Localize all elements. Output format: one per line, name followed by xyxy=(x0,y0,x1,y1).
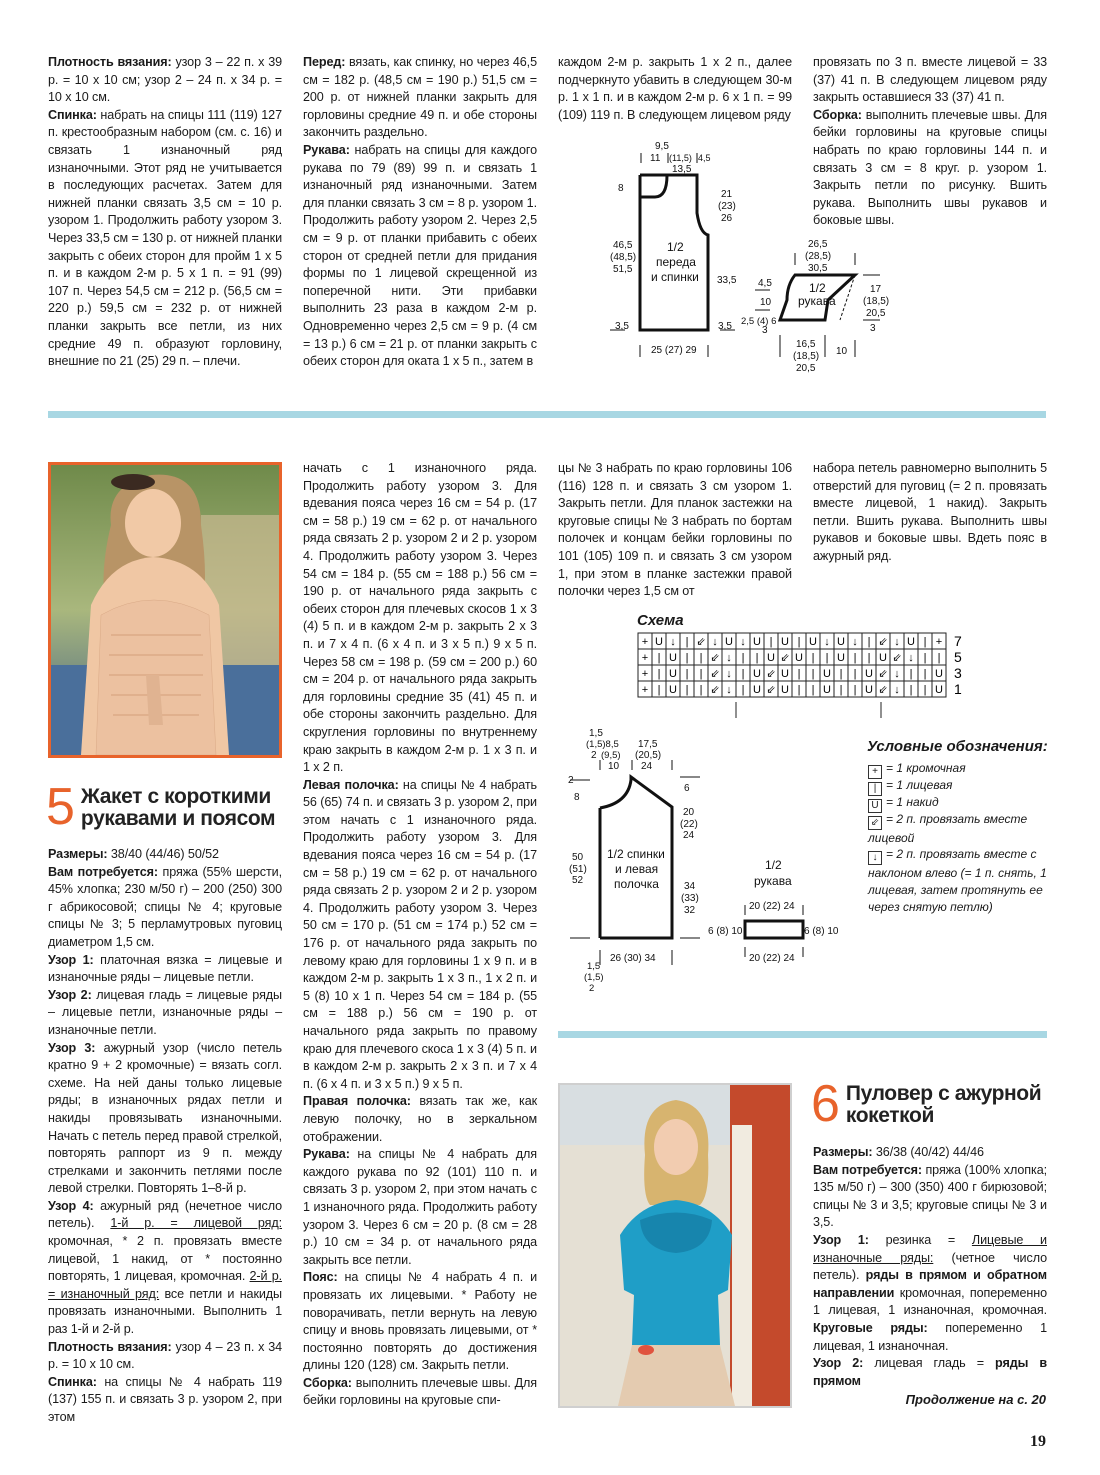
dim-label: 13,5 xyxy=(672,164,692,175)
dim-label: 10 xyxy=(608,761,620,772)
chart-symbol: U xyxy=(837,652,845,664)
chart-symbol: U xyxy=(781,668,789,680)
dim-label: 3,5 xyxy=(718,321,732,332)
paragraph: Размеры: 38/40 (44/46) 50/52 xyxy=(48,847,219,861)
chart-symbol: ⇙ xyxy=(780,652,790,664)
dim-label: 25 (27) 29 xyxy=(651,345,697,356)
paragraph: Плотность вязания: узор 4 – 23 п. х 34 р. = 10 х 10 см. xyxy=(48,1339,282,1372)
chart-symbol: U xyxy=(753,636,761,648)
chart-symbol: | xyxy=(699,684,703,696)
chart-symbol: | xyxy=(797,668,801,680)
chart-symbol: | xyxy=(909,668,913,680)
paragraph: Вам потребуется: пряжа (55% шерсти, 45% хлопка; 230 м/50 г) – 200 (250) 300 г абрикосовой; спицы № 4; круговые спицы № 3; 5 перламутровых пуговиц диаметром 1,5 см. xyxy=(48,864,282,949)
chart-symbol: ↓ xyxy=(712,636,718,648)
chart-symbol: | xyxy=(699,668,703,680)
legend-symbol: ⇙ xyxy=(868,816,882,830)
dim-label: 4,5 xyxy=(758,278,772,289)
part-label: и спинки xyxy=(651,270,699,284)
sec5-col-3 xyxy=(558,460,792,601)
legend-text: = 2 п. провязать вместе лицевой xyxy=(868,812,1028,845)
sec5-col4-text: набора петель равномерно выполнить 5 отверстий для пуговиц (= 2 п. провязать вместе лицевой, 1 накид). Закрыть петли. Вшить рукава. Выполнить швы рукавов и боковые швы. Вдеть пояс в ажурный ряд. xyxy=(813,461,1047,563)
dim-label: 6 (8) 10 xyxy=(708,926,743,937)
dim-label: (28,5) xyxy=(805,251,832,262)
legend-item xyxy=(868,811,1048,847)
chart-symbol: ⇙ xyxy=(878,636,888,648)
chart-symbol: | xyxy=(867,652,871,664)
paragraph: Узор 3: ажурный узор (число петель кратно 9 + 2 кромочные) = вязать согл. схеме. На ней даны только лицевые ряды; в изнаночных рядах петли и накиды провязывать изнаночными. Начать с петель перед правой стрелкой, повторять раппорт из 9 п. между стрелками и закончить петлями после левой стрелки. Повторять 1–8-й р. xyxy=(48,1040,282,1196)
chart-symbol: ↓ xyxy=(670,636,676,648)
dim-label: 6 (8) 10 xyxy=(804,926,839,937)
chart-symbol: | xyxy=(755,652,759,664)
row-number: 5 xyxy=(954,649,962,665)
chart-symbol: U xyxy=(935,684,943,696)
dim-label: 30,5 xyxy=(808,263,828,274)
section-number: 5 xyxy=(46,778,75,836)
dim-label: 17 xyxy=(870,284,882,295)
chart-symbol: | xyxy=(811,684,815,696)
part-label: переда xyxy=(656,255,696,269)
chart-symbol: U xyxy=(669,684,677,696)
dim-label: 21 xyxy=(721,189,733,200)
chart-symbol: ↓ xyxy=(908,652,914,664)
chart-symbol: | xyxy=(741,652,745,664)
chart-symbol: | xyxy=(769,636,773,648)
dim-label: 6 xyxy=(684,783,690,794)
chart-symbol: ↓ xyxy=(824,636,830,648)
dim-label: (11,5) xyxy=(669,153,692,163)
chart-symbol: ⇙ xyxy=(892,652,902,664)
sec5-col3-text: цы № 3 набрать по краю горловины 106 (116) 128 п. и связать 3 см узором 1. Закрыть петли. Для планок застежки на круговые спицы № 3 набрать по бортам полочек и концам бейки горловины по 101 (105) 109 п. и связать 3 см узором 1, при этом в планке застежки правой полочки через 1,5 см от xyxy=(558,461,792,599)
dim-label: 20 (22) 24 xyxy=(749,901,795,912)
legend-item xyxy=(868,846,1048,916)
chart-symbol: ↓ xyxy=(894,636,900,648)
chart-symbol: ↓ xyxy=(852,636,858,648)
chart-symbol: | xyxy=(741,684,745,696)
dim-label: 24 xyxy=(683,830,695,841)
dim-label: 32 xyxy=(684,905,696,916)
dim-label: 20,5 xyxy=(866,308,886,319)
paragraph: Пояс: на спицы № 4 набрать 4 п. и провязать их лицевыми. * Работу не поворачивать, петли вернуть на левую спицу и вновь провязать лицевыми, от * постоянно повторять до достижения длины 120 (128) см. Закрыть петли. xyxy=(303,1270,537,1373)
paragraph: Рукава: на спицы № 4 набрать для каждого рукава по 92 (101) 110 п. и связать 3 р. узором 2, при этом начать с 1 изнаночного ряда. Продолжить работу узором 3. Через 6 см = 20 р. (8 см = 28 р.) 10 см = 34 р. от начального ряда закрыть все петли. xyxy=(303,1147,537,1267)
dim-label: 26 (30) 34 xyxy=(610,953,656,964)
dim-label: (22) xyxy=(680,819,698,830)
top-col-1 xyxy=(48,54,282,371)
dim-label: 33,5 xyxy=(717,275,737,286)
dim-label: (48,5) xyxy=(610,252,637,263)
legend-symbol: U xyxy=(868,799,882,813)
part-label: рукава xyxy=(754,874,792,888)
dim-label: 52 xyxy=(572,875,584,886)
chart-symbol: | xyxy=(825,652,829,664)
chart-symbol: U xyxy=(865,668,873,680)
chart-symbol: | xyxy=(811,668,815,680)
part-label: и левая xyxy=(615,862,659,876)
chart-symbol: ⇙ xyxy=(710,684,720,696)
section-title: Жакет с короткими рукавами и поясом xyxy=(80,785,276,830)
chart-symbol: | xyxy=(741,668,745,680)
page-number: 19 xyxy=(1030,1433,1046,1450)
stitch-chart xyxy=(636,632,981,722)
paragraph: Вам потребуется: пряжа (100% хлопка; 135 м/50 г) – 300 (350) 400 г бирюзовой; спицы № 3 и 3,5; круговые спицы № 3 и 3,5. xyxy=(813,1162,1048,1230)
dim-label: 11 xyxy=(650,153,661,164)
chart-symbol: | xyxy=(923,652,927,664)
paragraph: Перед: вязать, как спинку, но через 46,5 см = 182 р. (48,5 см = 190 р.) 51,5 см = 200 р. от нижней планки закрыть для горловины средние 49 п. и обе стороны закончить раздельно. xyxy=(303,55,537,140)
paragraph: Узор 4: ажурный ряд (нечетное число петель). 1-й р. = лицевой ряд: кромочная, * 2 п. провязать вместе лицевой, 1 накид, от * постоянно повторять, 1 лицевая, кромочная. 2-й р. = изнаночный ряд: все петли и накиды провязать изнаночными. Выполнить 1 раз 1-й и 2-й р. xyxy=(48,1198,282,1337)
dim-label: 3,5 xyxy=(615,321,629,332)
row-number: 1 xyxy=(954,681,962,697)
dim-label: 51,5 xyxy=(613,264,633,275)
section-divider xyxy=(558,1031,1047,1038)
chart-symbol: U xyxy=(753,684,761,696)
legend-symbol: + xyxy=(868,765,882,779)
chart-symbol: | xyxy=(685,652,689,664)
dim-label: 16,5 xyxy=(796,339,816,350)
top-col-2 xyxy=(303,54,537,371)
part-label: 1/2 xyxy=(667,240,684,254)
paragraph: Узор 2: лицевая гладь = лицевые ряды – лицевые петли, изнаночные ряды – изнаночные петли. xyxy=(48,987,282,1037)
section-6-heading xyxy=(811,1075,1042,1133)
chart-symbol: | xyxy=(923,684,927,696)
chart-symbol: + xyxy=(641,684,649,696)
paragraph: Рукава: набрать на спицы для каждого рукава по 79 (89) 99 п. и связать 1 изнаночный ряд изнаночными. Затем для планки связать 3 см = 8 р. узором 1. Продолжить работу узором 2. Через 2,5 см = 9 р. от планки прибавить с обеих сторон от средней петли для придания формы по 1 лицевой скрещенной из поперечной нити. Эти прибавки выполнить 23 раза в каждом 2-м р. Одновременно через 2,5 см = 9 р. (4 см = 13 р.) 6 см = 21 р. от планки закрыть с обеих сторон для оката 1 х 5 п., затем в xyxy=(303,142,537,369)
chart-symbol: U xyxy=(837,636,845,648)
chart-symbol: ⇙ xyxy=(710,652,720,664)
legend-text: = 2 п. провязать вместе с наклоном влево (= 1 п. снять, 1 лицевая, затем протянуть ее через снятую петлю) xyxy=(868,847,1047,914)
dim-label: 1,5 xyxy=(589,728,603,739)
legend-text: = 1 накид xyxy=(886,795,939,809)
dim-label: (51) xyxy=(569,864,587,875)
chart-symbol: ↓ xyxy=(740,636,746,648)
chart-symbol: U xyxy=(865,684,873,696)
legend-text: = 1 кромочная xyxy=(886,761,966,775)
chart-symbol: | xyxy=(685,684,689,696)
top-col-3 xyxy=(558,54,792,124)
dim-label: (1,5) xyxy=(584,972,604,983)
chart-symbol: U xyxy=(907,636,915,648)
chart-symbol: | xyxy=(685,636,689,648)
chart-symbol: | xyxy=(699,652,703,664)
chart-symbol: ⇙ xyxy=(766,668,776,680)
legend-text: = 1 лицевая xyxy=(886,778,953,792)
chart-symbol: U xyxy=(879,652,887,664)
paragraph: начать с 1 изнаночного ряда. Продолжить работу узором 3. Для вдевания пояса через 16 см = 54 р. (17 см = 58 р.) 19 см = 62 р. от начального ряда связать 2 р. узором 2 и 2 р. узором 4. Продолжить работу узором 3. Через 54 см = 184 р. (55 см = 188 р.) 56 см = 190 р. от начального ряда закрыть с обеих сторон для плечевых скосов 1 х 3 (4) 5 п. и в каждом 2-м р. закрыть 2 х 3 п. и 7 х 4 п. (6 х 4 п. и 3 х 5 п.) 9 х 5 п. Через 58 см = 198 р. (59 см = 200 р.) 60 см = 204 р. от начального ряда закрыть для горловины средние 35 (41) 45 п. и обе стороны закончить раздельно. Для скругления горловины по внутреннему краю закрыть в каждом 2-м р. 1 х 3 п. и 1 х 2 п. xyxy=(303,461,537,775)
paragraph: Сборка: выполнить плечевые швы. Для бейки горловины на круговые спи- xyxy=(303,1375,537,1408)
paragraph: Узор 1: платочная вязка = лицевые и изнаночные ряды – лицевые петли. xyxy=(48,952,283,985)
pullover-pattern-diagram xyxy=(555,135,900,375)
paragraph: Плотность вязания: узор 3 – 22 п. х 39 р. = 10 х 10 см; узор 2 – 24 п. х 34 р. = 10 х 10 см. xyxy=(48,55,282,105)
chart-symbol: | xyxy=(867,636,871,648)
dim-label: 46,5 xyxy=(613,240,633,251)
schema-title: Схема xyxy=(637,612,684,629)
chart-symbol: ↓ xyxy=(894,668,900,680)
chart-symbol: + xyxy=(641,636,649,648)
part-label: 1/2 спинки xyxy=(607,847,665,861)
chart-symbol: | xyxy=(811,652,815,664)
dim-label: 10 xyxy=(760,297,772,308)
dim-label: 2 xyxy=(589,983,595,994)
chart-symbol: | xyxy=(657,652,661,664)
chart-symbol: | xyxy=(853,668,857,680)
chart-symbol: | xyxy=(853,652,857,664)
chart-symbol: U xyxy=(669,652,677,664)
chart-symbol: | xyxy=(839,684,843,696)
section-divider xyxy=(48,411,1046,418)
section-title: Пуловер с ажурной кокеткой xyxy=(845,1082,1042,1127)
chart-symbol: ⇙ xyxy=(878,684,888,696)
chart-symbol: | xyxy=(657,668,661,680)
dim-label: 1,5 xyxy=(587,961,601,972)
paragraph: каждом 2-м р. закрыть 1 х 2 п., далее подчеркнуто убавить в следующем 30-м р. 1 х 1 п. и в каждом 2-м р. 6 х 1 п. = 99 (109) 119 п. В следующем лицевом ряду xyxy=(558,55,792,122)
paragraph: Сборка: выполнить плечевые швы. Для бейки горловины на круговые спицы набрать по краю горловины 144 п. и связать 3 см = 8 круг. р. узором 1. Закрыть петли по рисунку. Вшить рукава. Выполнить швы рукавов и боковые швы. xyxy=(813,107,1047,228)
dim-label: 8 xyxy=(574,792,580,803)
section-number: 6 xyxy=(811,1075,840,1133)
legend-symbol: ↓ xyxy=(868,851,882,865)
chart-symbol: U xyxy=(823,668,831,680)
chart-symbol: | xyxy=(839,668,843,680)
chart-symbol: ↓ xyxy=(726,684,732,696)
chart-symbol: U xyxy=(935,668,943,680)
chart-symbol: + xyxy=(641,652,649,664)
paragraph: Левая полочка: на спицы № 4 набрать 56 (65) 74 п. и связать 3 р. узором 2, при этом начать с 1 изнаночного ряда. Продолжить работу узором 3. Для вдевания пояса через 16 см = 54 р. (17 см = 58 р.) 19 см = 62 р. от начального ряда связать 2 р. узором 2 и 2 р. узором 4. Продолжить работу узором 3. Через 50 см = 170 р. (51 см = 174 р.) 52 см = 176 р. от начального ряда закрыть по левому краю для горловины 1 х 9 п. и в каждом 2-м р. закрыть 1 х 3 п., 1 х 2 п. и 5 (8) 10 х 1 п. Через 54 см = 184 р. (55 см = 188 р.) 56 см = 190 р. от начального ряда закрыть по правому краю для плечевого скоса 1 х 3 (4) 5 п. и в каждом 2-м р. закрыть 2 х 3 п. и 7 х 4 п. (6 х 4 п. и 3 х 5 п.) 9 х 5 п. xyxy=(303,777,537,1091)
dim-label: (18,5) xyxy=(863,296,890,307)
dim-label: 3 xyxy=(870,323,876,334)
dim-label: 24 xyxy=(641,761,653,772)
chart-symbol: | xyxy=(685,668,689,680)
part-label: 1/2 xyxy=(809,281,826,295)
chart-symbol: | xyxy=(923,636,927,648)
dim-label: 50 xyxy=(572,852,584,863)
dim-label: 2 xyxy=(591,750,597,761)
dim-label: 2 xyxy=(568,775,574,786)
dim-label: 26 xyxy=(721,213,733,224)
sec5-col-2 xyxy=(303,460,537,1410)
dim-label: 4,5 xyxy=(698,153,711,163)
sec5-col-1 xyxy=(48,846,282,1427)
chart-symbol: | xyxy=(657,684,661,696)
chart-symbol: ↓ xyxy=(894,684,900,696)
chart-symbol: U xyxy=(809,636,817,648)
dim-label: 20 xyxy=(683,807,695,818)
chart-symbol: ↓ xyxy=(726,668,732,680)
chart-symbol: U xyxy=(823,684,831,696)
paragraph: провязать по 3 п. вместе лицевой = 33 (37) 41 п. В следующем лицевом ряду закрыть оставшиеся 33 (37) 41 п. xyxy=(813,55,1047,105)
chart-symbol: | xyxy=(923,668,927,680)
dim-label: 20,5 xyxy=(796,363,816,374)
continued-note: Продолжение на с. 20 xyxy=(905,1392,1046,1407)
chart-symbol: | xyxy=(797,636,801,648)
sec5-col-4 xyxy=(813,460,1047,566)
sec6-col xyxy=(813,1144,1047,1390)
legend-title: Условные обозначения: xyxy=(867,738,1048,755)
chart-symbol: | xyxy=(909,684,913,696)
chart-symbol: ⇙ xyxy=(878,668,888,680)
dim-label: (20,5) xyxy=(635,750,662,761)
chart-symbol: | xyxy=(937,652,941,664)
chart-symbol: ⇙ xyxy=(710,668,720,680)
paragraph: Спинка: набрать на спицы 111 (119) 127 п. крестообразным набором (см. с. 16) и связать 1 изнаночный ряд изнаночными. Этот ряд не учитывается в последующих расчетах. Затем для нижней планки связать 3,5 см = 10 р. узором 1. Продолжить работу узором 3. Через 33,5 см = 130 р. от нижней планки закрыть с обеих сторон для пройм 1 х 5 п. и в каждом 2-м р. 5 х 1 п. = 91 (99) 107 п. Через 54,5 см = 212 р. (56,5 см = 220 р.) 59,5 см = 232 р. от нижней планки закрыть все петли, из них средние 49 п. образуют горловину, внешние по 21 (25) 29 п. – плечи. xyxy=(48,107,282,369)
chart-symbol: | xyxy=(797,684,801,696)
paragraph: Спинка: на спицы № 4 набрать 119 (137) 155 п. и связать 3 р. узором 2, при этом xyxy=(48,1374,282,1424)
chart-symbol: U xyxy=(669,668,677,680)
chart-symbol: U xyxy=(767,652,775,664)
dim-label: 10 xyxy=(836,346,848,357)
section-5-heading xyxy=(46,778,276,836)
chart-symbol: + xyxy=(641,668,649,680)
dim-label: 34 xyxy=(684,881,696,892)
part-label: 1/2 xyxy=(765,858,782,872)
chart-symbol: ⇙ xyxy=(766,684,776,696)
part-label: полочка xyxy=(614,877,659,891)
part-label: рукава xyxy=(798,294,836,308)
dim-label: (1,5)8,5 xyxy=(586,739,619,750)
dim-label: 3 xyxy=(762,325,768,336)
dim-label: (9,5) xyxy=(601,750,621,761)
chart-symbol: U xyxy=(781,636,789,648)
dim-label: (33) xyxy=(681,893,699,904)
chart-symbol: + xyxy=(935,636,943,648)
chart-symbol: ↓ xyxy=(726,652,732,664)
jacket-photo xyxy=(48,462,282,758)
paragraph: Размеры: 36/38 (40/42) 44/46 xyxy=(813,1145,984,1159)
dim-label: 2,5 (4) 6 xyxy=(741,316,777,327)
dim-label: 20 (22) 24 xyxy=(749,953,795,964)
chart-symbol: ⇙ xyxy=(696,636,706,648)
chart-symbol: U xyxy=(725,636,733,648)
row-number: 3 xyxy=(954,665,962,681)
chart-symbol: U xyxy=(753,668,761,680)
dim-label: 9,5 xyxy=(655,141,669,152)
dim-label: (18,5) xyxy=(793,351,820,362)
dim-label: 8 xyxy=(618,183,624,194)
dim-label: (23) xyxy=(718,201,736,212)
chart-symbol: | xyxy=(853,684,857,696)
paragraph: Узор 2: лицевая гладь = ряды в прямом xyxy=(813,1356,1047,1388)
paragraph: Узор 1: резинка = Лицевые и изнаночные ряды: (четное число петель). ряды в прямом и обратном направлении кромочная, попеременно 1 лицевая, 1 изнаночная, кромочная. Круговые ряды: попеременно 1 лицевая, 1 изнаночная. xyxy=(813,1232,1047,1353)
chart-symbol: U xyxy=(781,684,789,696)
pullover-photo xyxy=(558,1083,792,1408)
jacket-pattern-diagram xyxy=(560,725,860,995)
dim-label: 26,5 xyxy=(808,239,828,250)
paragraph: Правая полочка: вязать так же, как левую полочку, но в зеркальном отображении. xyxy=(303,1094,538,1144)
legend-symbol: | xyxy=(868,782,882,796)
dim-label: 17,5 xyxy=(638,739,658,750)
row-number: 7 xyxy=(954,633,962,649)
chart-symbol: U xyxy=(795,652,803,664)
chart-symbol: U xyxy=(655,636,663,648)
